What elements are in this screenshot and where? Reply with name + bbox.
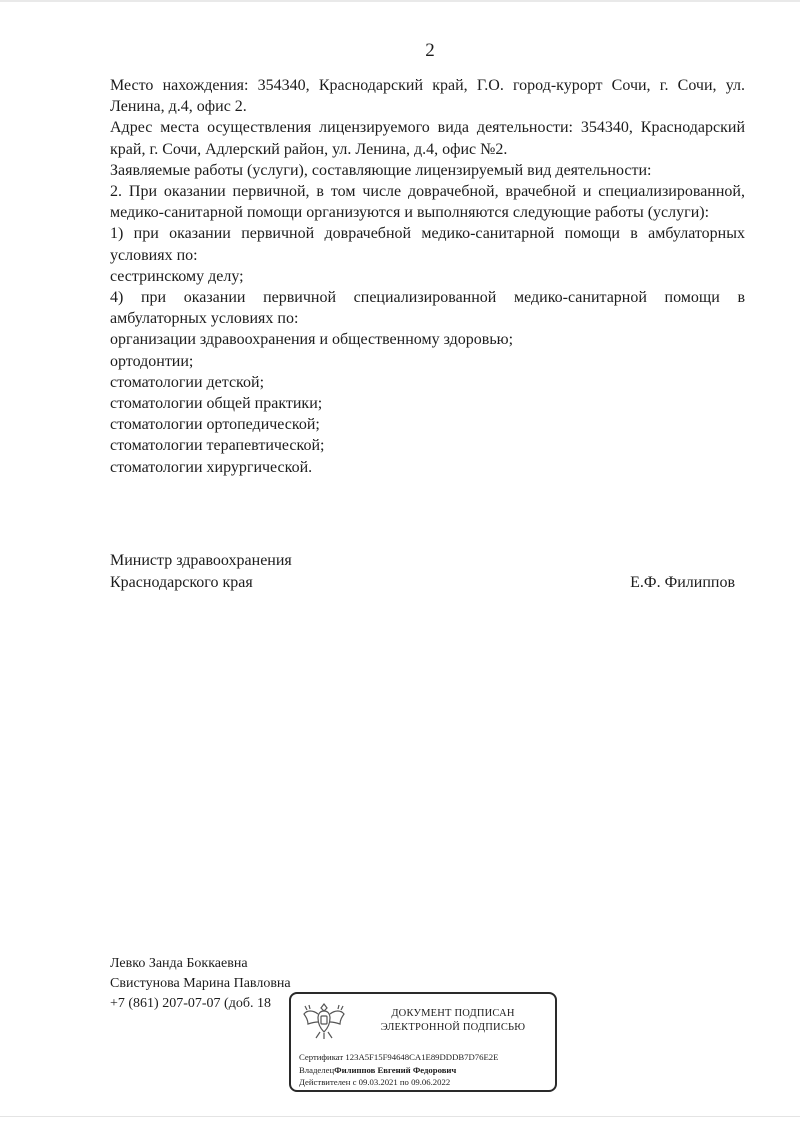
paragraph: Адрес места осуществления лицензируемого вида деятельности: 354340, Краснодарский край, г. Сочи, Адлерский район, ул. Ленина, д.4, офис №2. (110, 119, 745, 158)
contact-name-1: Левко Занда Боккаевна (110, 956, 248, 971)
stamp-title (353, 1007, 553, 1035)
contacts-block (110, 954, 291, 1014)
paragraph: ортодонтии; (110, 352, 194, 370)
electronic-signature-stamp (289, 992, 557, 1092)
coat-of-arms-icon (301, 998, 347, 1044)
signatory-position: Министр здравоохранения (110, 552, 292, 569)
contact-phone: +7 (861) 207-07-07 (доб. 18 (110, 996, 271, 1011)
paragraph: стоматологии ортопедической; (110, 416, 320, 434)
document-body (110, 75, 745, 478)
paragraph: стоматологии хирургической. (110, 458, 313, 476)
owner-label: Владелец (299, 1064, 335, 1075)
paragraph: сестринскому делу; (110, 267, 244, 285)
paragraph: Заявляемые работы (услуги), составляющие лицензируемый вид деятельности: (110, 161, 652, 179)
stamp-title-line-1: ДОКУМЕНТ ПОДПИСАН (391, 1008, 515, 1019)
paragraph: стоматологии терапевтической; (110, 437, 325, 455)
paragraph: 1) при оказании первичной доврачебной медико-санитарной помощи в амбулаторных условиях по: (110, 225, 745, 264)
certificate-label: Сертификат (299, 1052, 344, 1062)
signatory-region: Краснодарского края (110, 573, 253, 591)
paragraph: 2. При оказании первичной, в том числе доврачебной, врачебной и специализированной, медико-санитарной помощи организуются и выполняются следующие работы (услуги): (110, 183, 745, 222)
certificate-value: 123A5F15F94648CA1E89DDDB7D76E2E (345, 1052, 499, 1062)
page-number: 2 (425, 40, 435, 61)
stamp-title-line-2: ЭЛЕКТРОННОЙ ПОДПИСЬЮ (380, 1022, 526, 1033)
paragraph: организации здравоохранения и общественному здоровью; (110, 331, 514, 349)
paragraph: Место нахождения: 354340, Краснодарский край, Г.О. город-курорт Сочи, г. Сочи, ул. Ленина, д.4, офис 2. (110, 77, 745, 116)
stamp-certificate (299, 1051, 498, 1064)
owner-value: Филиппов Евгений Федорович (334, 1064, 457, 1075)
stamp-validity: Действителен с 09.03.2021 по 09.06.2022 (299, 1077, 451, 1087)
bottom-border (0, 1116, 800, 1117)
signature-block (110, 550, 735, 593)
signatory-name: Е.Ф. Филиппов (630, 573, 735, 591)
paragraph: стоматологии детской; (110, 373, 265, 391)
stamp-details (299, 1051, 498, 1089)
stamp-owner (299, 1064, 498, 1077)
paragraph: 4) при оказании первичной специализированной медико-санитарной помощи в амбулаторных условиях по: (110, 289, 745, 328)
paragraph: стоматологии общей практики; (110, 395, 323, 413)
top-border (0, 0, 800, 2)
contact-name-2: Свистунова Марина Павловна (110, 976, 291, 991)
